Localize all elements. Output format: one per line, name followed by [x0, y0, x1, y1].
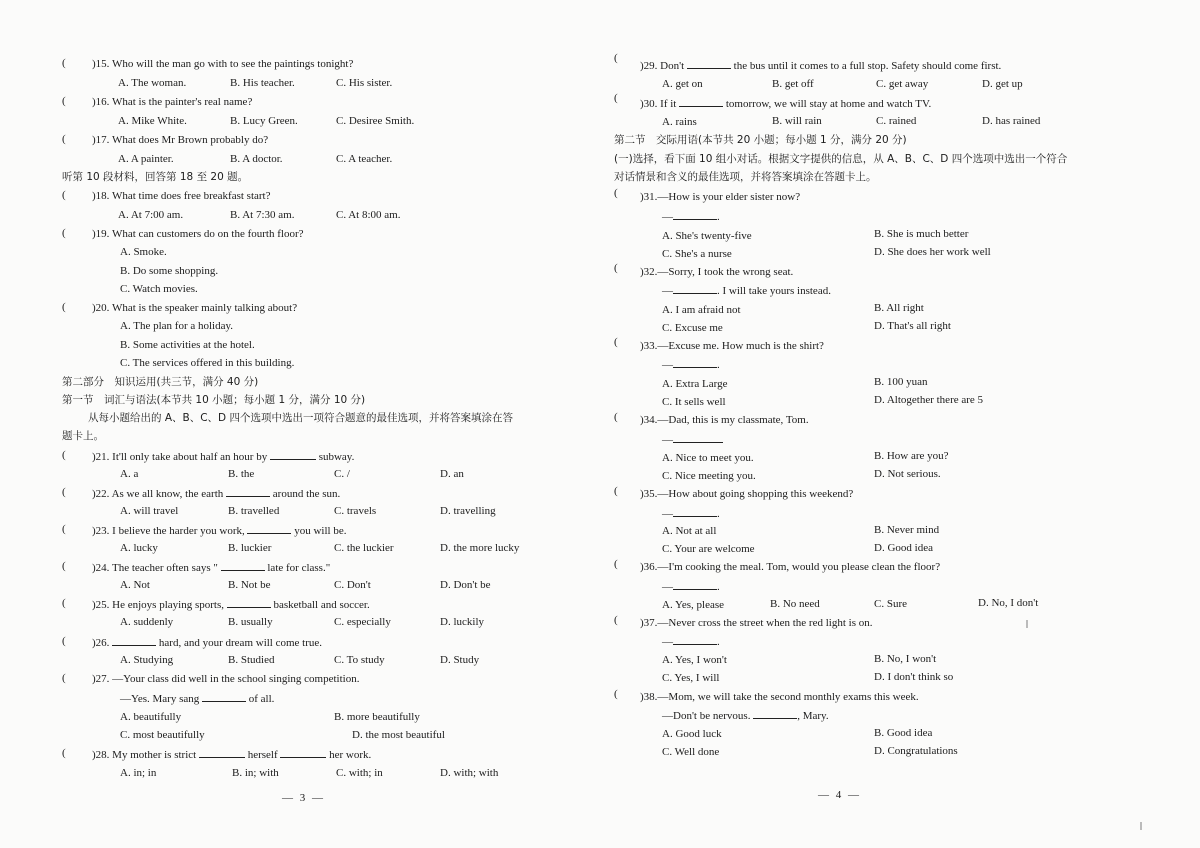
- option-a: A. beautifully: [120, 711, 182, 723]
- answer-bracket[interactable]: (: [614, 614, 618, 626]
- answer-blank[interactable]: [673, 357, 717, 368]
- option-a: A. At 7:00 am.: [118, 209, 184, 221]
- option-c: C. The services offered in this building.: [120, 357, 295, 369]
- option-a: A. Not at all: [662, 525, 717, 537]
- option-a: A. Good luck: [662, 728, 722, 740]
- option-a: A. She's twenty-five: [662, 230, 752, 242]
- answer-blank[interactable]: [673, 579, 717, 590]
- option-a: A. get on: [662, 78, 703, 90]
- section-instructions: (一)选择，看下面 10 组小对话。根据文字提供的信息，从 A、B、C、D 四个选项中选出一个符合: [614, 153, 1068, 165]
- question-stem: )22. As we all know, the earth around the sun.: [92, 488, 341, 500]
- option-c: C. travels: [334, 505, 377, 517]
- option-d: D. travelling: [440, 505, 496, 517]
- option-c: C. rained: [876, 115, 917, 127]
- answer-bracket[interactable]: (: [62, 449, 66, 461]
- question-stem: )33.—Excuse me. How much is the shirt?: [640, 340, 824, 352]
- answer-bracket[interactable]: (: [614, 485, 618, 497]
- option-b: B. usually: [228, 616, 273, 628]
- question-stem: )18. What time does free breakfast start?: [92, 190, 271, 202]
- option-b: B. get off: [772, 78, 814, 90]
- scan-mark: [1140, 822, 1142, 830]
- answer-blank[interactable]: [687, 58, 731, 69]
- answer-blank[interactable]: [202, 691, 246, 702]
- question-stem: )35.—How about going shopping this weekend?: [640, 488, 854, 500]
- option-c: C. /: [334, 468, 350, 480]
- answer-bracket[interactable]: (: [62, 560, 66, 572]
- question-stem: )32.—Sorry, I took the wrong seat.: [640, 266, 794, 278]
- option-d: D. get up: [982, 78, 1023, 90]
- option-b: B. His teacher.: [230, 77, 295, 89]
- question-stem: )20. What is the speaker mainly talking about?: [92, 302, 298, 314]
- option-d: D. Congratulations: [874, 745, 958, 757]
- answer-blank[interactable]: [673, 506, 717, 517]
- option-a: A. Yes, I won't: [662, 654, 727, 666]
- option-d: D. Altogether there are 5: [874, 394, 984, 406]
- question-stem: )36.—I'm cooking the meal. Tom, would you please clean the floor?: [640, 561, 941, 573]
- option-a: A. Extra Large: [662, 378, 728, 390]
- option-c: C. Don't: [334, 579, 371, 591]
- option-d: D. Good idea: [874, 542, 933, 554]
- answer-bracket[interactable]: (: [62, 747, 66, 759]
- section-instructions: 从每小题给出的 A、B、C、D 四个选项中选出一项符合题意的最佳选项，并将答案填涂在答: [88, 412, 513, 424]
- option-d: D. luckily: [440, 616, 484, 628]
- option-d: D. She does her work well: [874, 246, 991, 258]
- option-b: B. No, I won't: [874, 653, 937, 665]
- option-d: D. with; with: [440, 767, 499, 779]
- question-reply: — .: [662, 359, 720, 371]
- option-b: B. Not be: [228, 579, 271, 591]
- page-number: — 3 —: [282, 792, 325, 804]
- option-b: B. Good idea: [874, 727, 933, 739]
- answer-bracket[interactable]: (: [62, 486, 66, 498]
- option-b: B. At 7:30 am.: [230, 209, 295, 221]
- question-stem: )31.—How is your elder sister now?: [640, 191, 801, 203]
- option-c: C. Nice meeting you.: [662, 470, 756, 482]
- option-d: D. Not serious.: [874, 468, 941, 480]
- answer-blank[interactable]: [227, 597, 271, 608]
- answer-bracket[interactable]: (: [62, 672, 66, 684]
- option-a: A. I am afraid not: [662, 304, 741, 316]
- answer-blank[interactable]: [753, 708, 797, 719]
- option-c: C. the luckier: [334, 542, 394, 554]
- question-stem: )37.—Never cross the street when the red light is on.: [640, 617, 873, 629]
- option-d: D. Don't be: [440, 579, 491, 591]
- answer-blank[interactable]: [112, 635, 156, 646]
- option-b: B. How are you?: [874, 450, 949, 462]
- option-c: C. with; in: [336, 767, 383, 779]
- option-a: A. Nice to meet you.: [662, 452, 754, 464]
- question-stem: )17. What does Mr Brown probably do?: [92, 134, 269, 146]
- option-c: C. Your are welcome: [662, 543, 755, 555]
- option-b: B. travelled: [228, 505, 280, 517]
- option-b: B. will rain: [772, 115, 822, 127]
- option-a: A. suddenly: [120, 616, 174, 628]
- option-b: B. All right: [874, 302, 924, 314]
- answer-bracket[interactable]: (: [62, 95, 66, 107]
- option-a: A. Mike White.: [118, 115, 187, 127]
- option-d: D. the more lucky: [440, 542, 520, 554]
- option-c: C. Excuse me: [662, 322, 723, 334]
- option-d: D. No, I don't: [978, 597, 1039, 609]
- option-c: C. get away: [876, 78, 929, 90]
- answer-bracket[interactable]: (: [614, 411, 618, 423]
- option-c: C. His sister.: [336, 77, 393, 89]
- question-reply: — .: [662, 211, 720, 223]
- option-b: B. Do some shopping.: [120, 265, 219, 277]
- listening-instruction: 听第 10 段材料，回答第 18 至 20 题。: [62, 171, 249, 183]
- option-a: A. rains: [662, 116, 697, 128]
- option-b: B. No need: [770, 598, 820, 610]
- option-a: A. Yes, please: [662, 599, 725, 611]
- answer-bracket[interactable]: (: [62, 133, 66, 145]
- option-a: A. a: [120, 468, 139, 480]
- option-a: A. The plan for a holiday.: [120, 320, 234, 332]
- question-reply: —Don't be nervous. , Mary.: [662, 710, 829, 722]
- option-d: D. That's all right: [874, 320, 951, 332]
- option-c: C. At 8:00 am.: [336, 209, 401, 221]
- answer-bracket[interactable]: (: [614, 262, 618, 274]
- answer-blank[interactable]: [226, 486, 270, 497]
- option-b: B. more beautifully: [334, 711, 420, 723]
- option-c: C. To study: [334, 654, 385, 666]
- answer-bracket[interactable]: (: [62, 597, 66, 609]
- option-b: B. A doctor.: [230, 153, 283, 165]
- answer-bracket[interactable]: (: [614, 558, 618, 570]
- option-b: B. She is much better: [874, 228, 969, 240]
- answer-blank[interactable]: [280, 747, 326, 758]
- question-stem: )15. Who will the man go with to see the paintings tonight?: [92, 58, 354, 70]
- section-heading: 第二节 交际用语(本节共 20 小题；每小题 1 分，满分 20 分): [614, 134, 907, 146]
- answer-blank[interactable]: [673, 634, 717, 645]
- option-c: C. Well done: [662, 746, 720, 758]
- answer-bracket[interactable]: (: [614, 92, 618, 104]
- option-b: B. Never mind: [874, 524, 940, 536]
- question-stem: )16. What is the painter's real name?: [92, 96, 253, 108]
- question-stem: )25. He enjoys playing sports, basketball and soccer.: [92, 599, 370, 611]
- question-stem: )34.—Dad, this is my classmate, Tom.: [640, 414, 809, 426]
- option-c: C. Watch movies.: [120, 283, 198, 295]
- answer-blank[interactable]: [270, 449, 316, 460]
- option-b: B. Lucy Green.: [230, 115, 298, 127]
- option-b: B. in; with: [232, 767, 279, 779]
- question-stem: )29. Don't the bus until it comes to a full stop. Safety should come first.: [640, 60, 1002, 72]
- option-c: C. Desiree Smith.: [336, 115, 415, 127]
- option-a: A. A painter.: [118, 153, 174, 165]
- question-reply: — .: [662, 508, 720, 520]
- scan-mark: [1026, 620, 1028, 628]
- page-4: [600, 0, 1200, 848]
- option-a: A. lucky: [120, 542, 158, 554]
- option-a: A. in; in: [120, 767, 157, 779]
- section-instructions-cont: 题卡上。: [62, 430, 104, 442]
- answer-bracket[interactable]: (: [62, 227, 66, 239]
- option-d: D. an: [440, 468, 464, 480]
- answer-bracket[interactable]: (: [614, 187, 618, 199]
- answer-blank[interactable]: [679, 96, 723, 107]
- question-reply: — .: [662, 581, 720, 593]
- option-c: C. Sure: [874, 598, 907, 610]
- question-stem: )28. My mother is strict herself her work.: [92, 749, 372, 761]
- option-b: B. Studied: [228, 654, 275, 666]
- option-c: C. most beautifully: [120, 729, 205, 741]
- answer-bracket[interactable]: (: [62, 523, 66, 535]
- option-a: A. Not: [120, 579, 150, 591]
- part-heading: 第二部分 知识运用(共三节，满分 40 分): [62, 376, 259, 388]
- page-number: — 4 —: [818, 789, 861, 801]
- option-a: A. Smoke.: [120, 246, 167, 258]
- question-stem: )24. The teacher often says " late for class.": [92, 562, 331, 574]
- answer-bracket[interactable]: (: [614, 336, 618, 348]
- option-b: B. the: [228, 468, 255, 480]
- question-stem: )23. I believe the harder you work, you will be.: [92, 525, 347, 537]
- option-a: A. will travel: [120, 505, 179, 517]
- question-stem: )38.—Mom, we will take the second monthly exams this week.: [640, 691, 919, 703]
- option-d: D. Study: [440, 654, 480, 666]
- answer-blank[interactable]: [673, 432, 723, 443]
- option-c: C. She's a nurse: [662, 248, 732, 260]
- question-stem: )30. If it tomorrow, we will stay at home and watch TV.: [640, 98, 932, 110]
- section-instructions-cont: 对话情景和含义的最佳选项，并将答案填涂在答题卡上。: [614, 171, 877, 183]
- option-b: B. 100 yuan: [874, 376, 928, 388]
- option-b: B. luckier: [228, 542, 272, 554]
- answer-blank[interactable]: [199, 747, 245, 758]
- option-d: D. I don't think so: [874, 671, 954, 683]
- option-c: C. It sells well: [662, 396, 726, 408]
- question-stem: )26. hard, and your dream will come true.: [92, 637, 323, 649]
- question-stem: )19. What can customers do on the fourth floor?: [92, 228, 304, 240]
- option-b: B. Some activities at the hotel.: [120, 339, 255, 351]
- option-c: C. Yes, I will: [662, 672, 720, 684]
- question-reply: —: [662, 432, 723, 447]
- option-d: D. has rained: [982, 115, 1041, 127]
- question-reply: — . I will take yours instead.: [662, 285, 831, 297]
- answer-blank[interactable]: [673, 209, 717, 220]
- question-reply: —Yes. Mary sang of all.: [120, 693, 275, 705]
- option-c: C. especially: [334, 616, 391, 628]
- question-stem: )27. —Your class did well in the school singing competition.: [92, 673, 360, 685]
- answer-bracket[interactable]: (: [62, 57, 66, 69]
- option-d: D. the most beautiful: [352, 729, 445, 741]
- answer-bracket[interactable]: (: [62, 301, 66, 313]
- answer-blank[interactable]: [221, 560, 265, 571]
- question-reply: — .: [662, 636, 720, 648]
- option-c: C. A teacher.: [336, 153, 393, 165]
- answer-bracket[interactable]: (: [62, 635, 66, 647]
- question-stem: )21. It'll only take about half an hour by subway.: [92, 451, 355, 463]
- option-a: A. Studying: [120, 654, 174, 666]
- answer-bracket[interactable]: (: [62, 189, 66, 201]
- option-a: A. The woman.: [118, 77, 187, 89]
- answer-blank[interactable]: [247, 523, 291, 534]
- answer-bracket[interactable]: (: [614, 688, 618, 700]
- section-heading: 第一节 词汇与语法(本节共 10 小题；每小题 1 分，满分 10 分): [62, 394, 366, 406]
- answer-bracket[interactable]: (: [614, 52, 618, 64]
- answer-blank[interactable]: [673, 283, 717, 294]
